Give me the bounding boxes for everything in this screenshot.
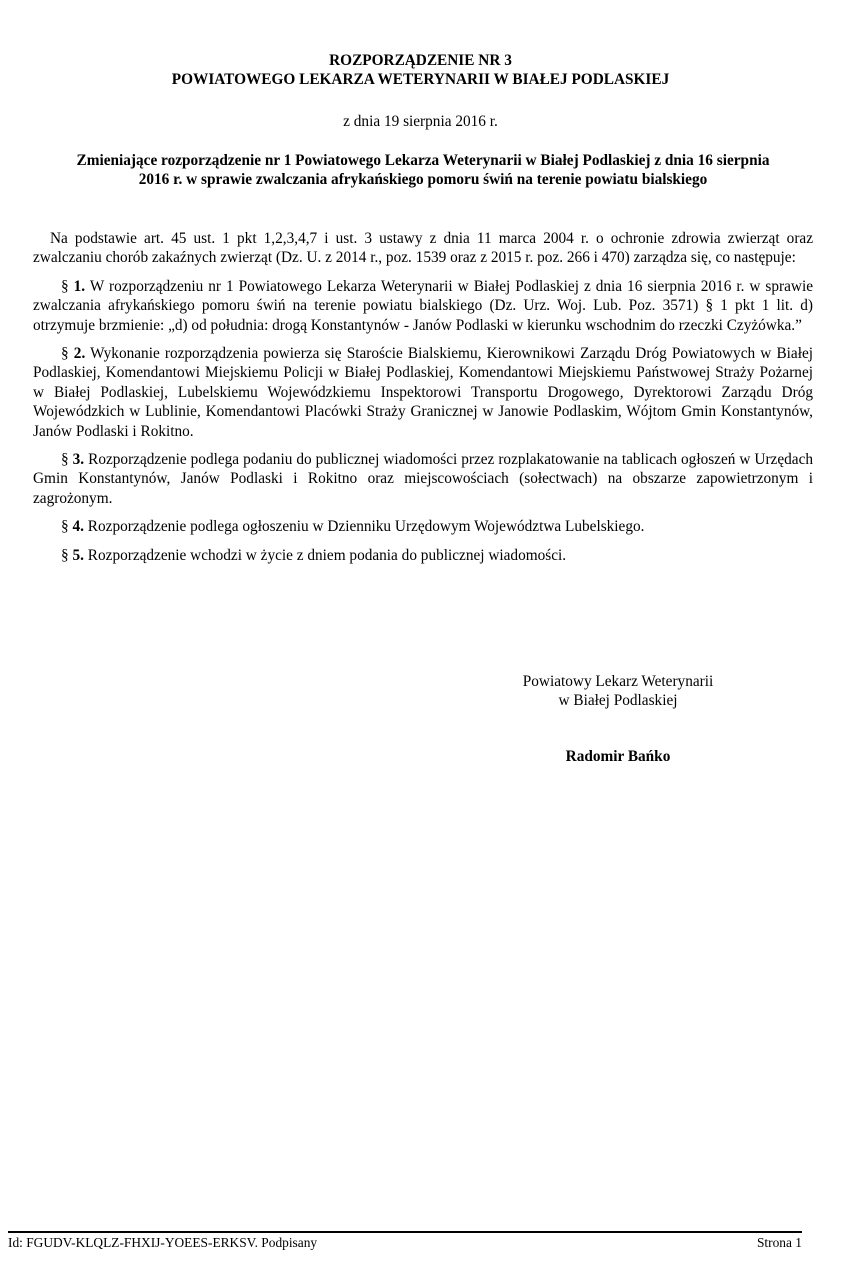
signatory-position-line-1: Powiatowy Lekarz Weterynarii	[522, 673, 714, 690]
section-2	[33, 344, 813, 441]
section-number: 2.	[73, 345, 86, 363]
section-number: 4.	[72, 518, 84, 536]
subject-line-2: 2016 r. w sprawie zwalczania afrykańskiego pomoru świń na terenie powiatu bialskiego	[138, 171, 708, 188]
section-5	[33, 546, 813, 565]
section-text: W rozporządzeniu nr 1 Powiatowego Lekarza Weterynarii w Białej Podlaskiej z dnia 16 sierpnia 2016 r. w sprawie zwalczania afrykańskiego pomoru świń na terenie powiatu bialskiego (Dz. Urz. Woj. Lub. Poz. 3571) § 1 pkt 1 lit. d) otrzymuje brzmienie: „d) od południa: drogą Konstantynów - Janów Podlaski w kierunku wschodnim do rzeczki Czyżówka.”	[33, 277, 813, 334]
section-symbol: §	[61, 546, 69, 564]
title-line-2: POWIATOWEGO LEKARZA WETERYNARII W BIAŁEJ PODLASKIEJ	[171, 71, 670, 88]
document-date: z dnia 19 sierpnia 2016 r.	[343, 113, 498, 130]
section-number: 5.	[72, 546, 84, 564]
section-text: Wykonanie rozporządzenia powierza się Staroście Bialskiemu, Kierownikowi Zarządu Dróg Powiatowych w Białej Podlaskiej, Komendantowi Miejskiemu Policji w Białej Podlaskiej, Komendantowi Miejskiemu Państwowej Straży Pożarnej w Białej Podlaskiej, Lubelskiemu Wojewódzkiemu Inspektorowi Transportu Drogowego, Dyrektorowi Zarządu Dróg Wojewódzkich w Lublinie, Komendantowi Placówki Straży Granicznej w Janowie Podlaskim, Wójtom Gmin Konstantynów, Janów Podlaski i Rokitno.	[33, 345, 813, 440]
document-body	[33, 229, 813, 565]
footer-divider	[8, 1231, 802, 1233]
section-number: 1.	[73, 277, 86, 295]
section-3	[33, 450, 813, 508]
title-line-1: ROZPORZĄDZENIE NR 3	[329, 52, 512, 69]
section-text: Rozporządzenie podlega podaniu do publicznej wiadomości przez rozplakatowanie na tablicach ogłoszeń w Urzędach Gmin Konstantynów, Janów Podlaski i Rokitno oraz miejscowościach (sołectwach) na obszarze zapowietrzonym i zagrożonym.	[33, 451, 814, 507]
document-title	[0, 51, 841, 89]
section-1	[33, 277, 813, 335]
section-text: Rozporządzenie wchodzi w życie z dniem podania do publicznej wiadomości.	[87, 546, 567, 564]
section-symbol: §	[61, 277, 69, 295]
legal-basis-paragraph: Na podstawie art. 45 ust. 1 pkt 1,2,3,4,7 i ust. 3 ustawy z dnia 11 marca 2004 r. o ochronie zdrowia zwierząt oraz zwalczaniu chorób zakaźnych zwierząt (Dz. U. z 2014 r., poz. 1539 oraz z 2015 r. poz. 266 i 470) zarządza się, co następuje:	[33, 230, 813, 267]
signatory-name: Radomir Bańko	[565, 747, 671, 765]
footer-document-id: Id: FGUDV-KLQLZ-FHXIJ-YOEES-ERKSV. Podpisany	[8, 1235, 318, 1250]
subject-line-1: Zmieniające rozporządzenie nr 1 Powiatowego Lekarza Weterynarii w Białej Podlaskiej z dnia 16 sierpnia	[76, 152, 770, 169]
section-symbol: §	[61, 345, 69, 363]
section-number: 3.	[72, 451, 85, 469]
signature-block	[498, 672, 738, 766]
section-symbol: §	[61, 451, 69, 469]
section-text: Rozporządzenie podlega ogłoszeniu w Dzienniku Urzędowym Województwa Lubelskiego.	[87, 518, 645, 536]
section-symbol: §	[61, 518, 69, 536]
document-subject	[33, 151, 813, 189]
footer-page-number: Strona 1	[756, 1235, 802, 1250]
signatory-position-line-2: w Białej Podlaskiej	[558, 692, 678, 710]
section-4	[33, 517, 813, 536]
